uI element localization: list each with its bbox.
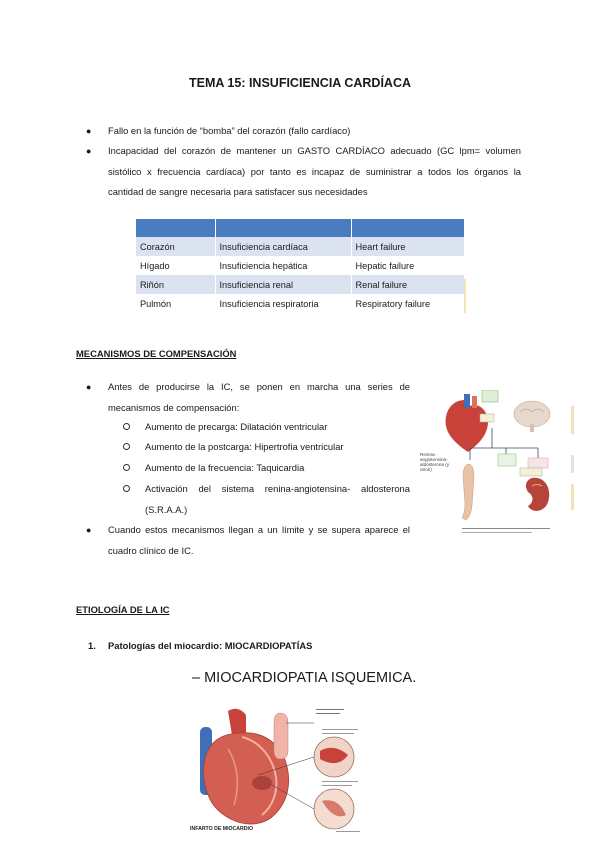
subheading-miocardiopatia-isquemica: – MIOCARDIOPATIA ISQUEMICA. — [192, 670, 417, 686]
sub-item-precarga: Aumento de precarga: Dilatación ventricular — [145, 417, 410, 438]
etiologia-item-1-number: 1. — [88, 640, 96, 651]
circle-bullet-icon — [123, 464, 130, 471]
infarction-diagram-svg — [188, 705, 368, 838]
heart-illustration — [446, 394, 488, 452]
figure-label-sraa: Renina-angiotensina- aldosterona (y otros) — [420, 452, 450, 472]
kidney-illustration — [520, 468, 549, 511]
bullet-icon: ● — [86, 126, 92, 136]
sub-item-postcarga: Aumento de la postcarga: Hipertrofia ventricular — [145, 437, 410, 458]
circle-bullet-icon — [123, 443, 130, 450]
decorative-mark — [571, 455, 574, 473]
brain-illustration — [514, 401, 550, 432]
section-heading-etiologia: ETIOLOGÍA DE LA IC — [76, 604, 170, 615]
mecanismos-bullet-2: ● Cuando estos mecanismos llegan a un límite y se supera aparece el cuadro clínico de IC. — [108, 520, 410, 561]
intro-bullet-1: ● Fallo en la función de “bomba” del corazón (fallo cardíaco) — [108, 121, 521, 142]
table-row: Hígado Insuficiencia hepática Hepatic failure — [136, 256, 464, 275]
compensation-mechanisms-figure — [420, 390, 570, 542]
section-heading-mecanismos: MECANISMOS DE COMPENSACIÓN — [76, 348, 237, 359]
circle-bullet-icon — [123, 423, 130, 430]
sub-item-sraa: Activación del sistema renina-angiotensina- aldosterona (S.R.A.A.) — [145, 479, 410, 520]
organ-failure-table — [136, 219, 464, 313]
myocardial-infarction-figure — [188, 705, 368, 838]
table-row: Riñón Insuficiencia renal Renal failure — [136, 275, 464, 294]
intro-bullet-2: ● Incapacidad del corazón de mantener un GASTO CARDÍACO adecuado (GC lpm= volumen sistólico x frecuencia cardíaca) por tanto es incapaz de suministrar a todos los órganos la cantidad de sangre necesaria para satisfacer sus necesidades — [108, 141, 521, 203]
leg-illustration — [462, 464, 474, 520]
bullet-icon: ● — [86, 382, 92, 392]
decorative-mark — [571, 484, 574, 510]
decorative-mark — [571, 406, 574, 434]
mecanismos-bullet-1: ● Antes de producirse la IC, se ponen en marcha una series de mecanismos de compensación: — [108, 377, 410, 418]
decorative-mark — [464, 279, 466, 313]
figure-caption-infarto: INFARTO DE MIOCARDIO — [190, 826, 254, 832]
artery-detail-illustration — [274, 713, 288, 759]
bullet-icon: ● — [86, 525, 92, 535]
bullet-icon: ● — [86, 146, 92, 156]
etiologia-item-1: Patologías del miocardio: MIOCARDIOPATÍAS — [108, 640, 313, 651]
table-header-row — [136, 219, 464, 237]
sub-item-frecuencia: Aumento de la frecuencia: Taquicardia — [145, 458, 410, 479]
page-title: TEMA 15: INSUFICIENCIA CARDÍACA — [189, 76, 411, 90]
circle-bullet-icon — [123, 485, 130, 492]
table-row: Corazón Insuficiencia cardíaca Heart failure — [136, 237, 464, 256]
table-row: Pulmón Insuficiencia respiratoria Respiratory failure — [136, 294, 464, 313]
